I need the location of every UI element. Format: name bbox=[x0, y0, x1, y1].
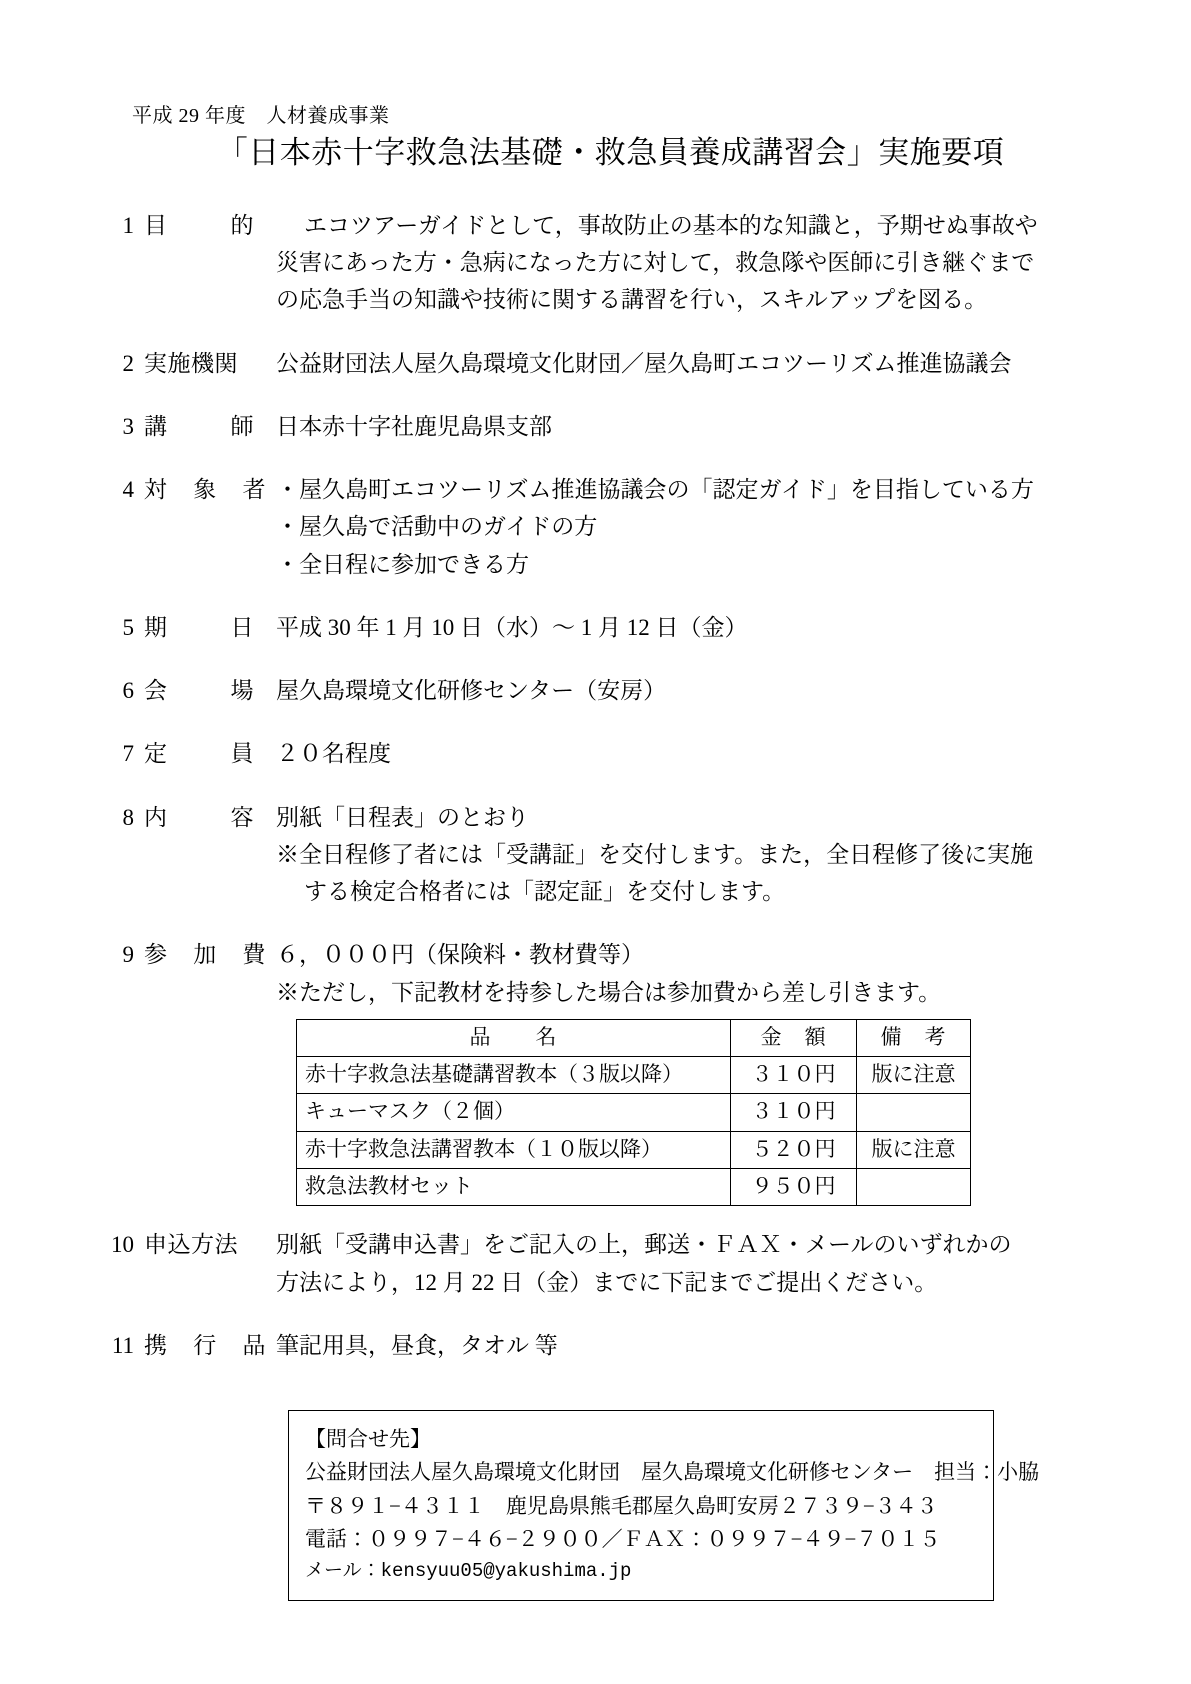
item-line: ・屋久島町エコツーリズム推進協議会の「認定ガイド」を目指している方 bbox=[276, 477, 1034, 502]
item-content bbox=[276, 735, 1071, 772]
item-label-char: 容 bbox=[230, 804, 254, 830]
item-4-eligibility bbox=[110, 471, 1071, 583]
item-number: 2 bbox=[122, 350, 134, 376]
cell-price: ３１０円 bbox=[731, 1057, 857, 1094]
item-number: 8 bbox=[122, 804, 134, 830]
item-label-char: 会 bbox=[144, 678, 168, 703]
cell-note bbox=[857, 1094, 971, 1131]
item-content bbox=[276, 408, 1071, 445]
item-label-char: 行 bbox=[193, 1332, 217, 1358]
item-label-char: 内 bbox=[144, 804, 168, 830]
item-note-line: する検定合格者には「認定証」を交付します。 bbox=[304, 879, 786, 904]
item-number: 11 bbox=[111, 1332, 134, 1358]
item-label bbox=[144, 207, 276, 244]
item-line: ６，０００円（保険料・教材費等） bbox=[276, 942, 644, 968]
item-number: 10 bbox=[111, 1232, 134, 1258]
item-line: 別紙「日程表」のとおり bbox=[276, 804, 529, 830]
item-label bbox=[144, 672, 276, 709]
item-label bbox=[144, 1327, 276, 1364]
item-label-char: 期 bbox=[144, 614, 168, 640]
item-label-char: 的 bbox=[230, 212, 254, 238]
item-line: エコツアーガイドとして，事故防止の基本的な知識と，予期せぬ事故や bbox=[304, 212, 1038, 238]
contact-section bbox=[110, 1410, 1071, 1601]
item-content bbox=[276, 1226, 1071, 1301]
item-label-char: 場 bbox=[230, 678, 254, 703]
item-label bbox=[144, 936, 276, 973]
fiscal-year-line: 平成 29 年度 人材養成事業 bbox=[132, 105, 390, 127]
table-header-item-name: 品 名 bbox=[297, 1019, 731, 1056]
cell-item-name: キューマスク（２個） bbox=[297, 1094, 731, 1131]
item-label-char: 参 bbox=[144, 942, 168, 968]
table-row bbox=[297, 1131, 971, 1168]
table-row bbox=[297, 1094, 971, 1131]
item-label-char: 講 bbox=[144, 413, 168, 439]
item-line: の応急手当の知識や技術に関する講習を行い，スキルアップを図る。 bbox=[276, 287, 988, 313]
item-label: 実施機関 bbox=[144, 350, 238, 376]
item-content bbox=[276, 1327, 1071, 1364]
item-10-application-method bbox=[110, 1226, 1071, 1301]
contact-box bbox=[288, 1410, 1040, 1601]
item-number: 4 bbox=[122, 477, 134, 502]
item-8-contents bbox=[110, 799, 1071, 911]
cell-price: ３１０円 bbox=[731, 1094, 857, 1131]
item-line: 方法により，12 月 22 日（金）までに下記までご提出ください。 bbox=[276, 1269, 938, 1295]
item-label-char: 対 bbox=[144, 477, 168, 502]
item-label bbox=[144, 609, 276, 646]
cell-item-name: 救急法教材セット bbox=[297, 1169, 731, 1206]
item-11-items-to-bring bbox=[110, 1327, 1071, 1364]
item-note-line: ※全日程修了者には「受講証」を交付します。また，全日程修了後に実施 bbox=[276, 841, 1034, 867]
item-label-char: 費 bbox=[242, 942, 266, 968]
item-line: ・屋久島で活動中のガイドの方 bbox=[276, 514, 598, 540]
item-line: ・全日程に参加できる方 bbox=[276, 551, 529, 577]
page-title: 「日本赤十字救急法基礎・救急員養成講習会」実施要項 bbox=[216, 135, 1005, 170]
item-label: 申込方法 bbox=[144, 1232, 238, 1258]
item-number: 9 bbox=[122, 942, 134, 968]
item-number: 6 bbox=[122, 678, 134, 703]
item-number: 1 bbox=[122, 212, 134, 238]
cell-item-name: 赤十字救急法基礎講習教本（３版以降） bbox=[297, 1057, 731, 1094]
item-content bbox=[276, 936, 1071, 1206]
cell-price: ９５０円 bbox=[731, 1169, 857, 1206]
item-number: 7 bbox=[122, 741, 134, 767]
contact-address: 〒８９１−４３１１ 鹿児島県熊毛郡屋久島町安房２７３９−３４３ bbox=[305, 1493, 938, 1518]
table-row bbox=[297, 1057, 971, 1094]
item-content bbox=[276, 609, 1071, 646]
cell-item-name: 赤十字救急法講習教本（１０版以降） bbox=[297, 1131, 731, 1168]
item-content bbox=[276, 207, 1071, 319]
item-note-line: ※ただし，下記教材を持参した場合は参加費から差し引きます。 bbox=[276, 979, 942, 1005]
contact-heading: 【問合せ先】 bbox=[305, 1427, 431, 1452]
cell-note: 版に注意 bbox=[857, 1057, 971, 1094]
item-label-char: 者 bbox=[242, 477, 266, 502]
item-line: 日本赤十字社鹿児島県支部 bbox=[276, 413, 552, 439]
item-5-dates bbox=[110, 609, 1071, 646]
item-number: 5 bbox=[122, 614, 134, 640]
item-line: ２０名程度 bbox=[276, 741, 391, 767]
item-line: 筆記用具，昼食，タオル 等 bbox=[276, 1332, 558, 1358]
item-label-char: 携 bbox=[144, 1332, 168, 1358]
item-3-instructor bbox=[110, 408, 1071, 445]
table-header-price: 金 額 bbox=[731, 1019, 857, 1056]
cell-note bbox=[857, 1169, 971, 1206]
item-content bbox=[276, 345, 1071, 382]
item-label-char: 目 bbox=[144, 212, 168, 238]
item-line: 公益財団法人屋久島環境文化財団／屋久島町エコツーリズム推進協議会 bbox=[276, 350, 1012, 376]
table-header-note: 備 考 bbox=[857, 1019, 971, 1056]
item-label-char: 象 bbox=[193, 477, 217, 502]
materials-table-wrap bbox=[276, 1019, 1071, 1207]
contact-email: メール：kensyuu05@yakushima.jp bbox=[305, 1559, 632, 1582]
item-content bbox=[276, 672, 1071, 709]
item-number: 3 bbox=[122, 413, 134, 439]
item-content bbox=[276, 471, 1071, 583]
table-row bbox=[297, 1169, 971, 1206]
item-7-capacity bbox=[110, 735, 1071, 772]
item-label bbox=[144, 408, 276, 445]
item-label bbox=[144, 471, 276, 508]
table-header-row bbox=[297, 1019, 971, 1056]
item-6-venue bbox=[110, 672, 1071, 709]
contact-phone-fax: 電話：０９９７−４６−２９００／ＦＡＸ：０９９７−４９−７０１５ bbox=[305, 1526, 941, 1551]
cell-price: ５２０円 bbox=[731, 1131, 857, 1168]
contact-organization: 公益財団法人屋久島環境文化財団 屋久島環境文化研修センター 担当：小脇 bbox=[305, 1460, 1040, 1485]
item-label-char: 日 bbox=[230, 614, 254, 640]
item-label-char: 加 bbox=[193, 942, 217, 968]
item-label bbox=[144, 735, 276, 772]
item-label-char: 員 bbox=[230, 741, 254, 767]
cell-note: 版に注意 bbox=[857, 1131, 971, 1168]
item-9-fee bbox=[110, 936, 1071, 1206]
item-1-purpose bbox=[110, 207, 1071, 319]
item-line: 屋久島環境文化研修センター（安房） bbox=[276, 678, 667, 703]
item-line: 災害にあった方・急病になった方に対して，救急隊や医師に引き継ぐまで bbox=[276, 250, 1035, 275]
item-label-char: 師 bbox=[230, 413, 254, 439]
item-label-char: 品 bbox=[242, 1332, 266, 1358]
item-line: 別紙「受講申込書」をご記入の上，郵送・ＦＡＸ・メールのいずれかの bbox=[276, 1232, 1012, 1258]
item-label-char: 定 bbox=[144, 741, 168, 767]
item-2-organizer bbox=[110, 345, 1071, 382]
item-label bbox=[144, 799, 276, 836]
item-content bbox=[276, 799, 1071, 911]
item-line: 平成 30 年 1 月 10 日（水）〜 1 月 12 日（金） bbox=[276, 614, 748, 640]
materials-table bbox=[296, 1019, 971, 1207]
